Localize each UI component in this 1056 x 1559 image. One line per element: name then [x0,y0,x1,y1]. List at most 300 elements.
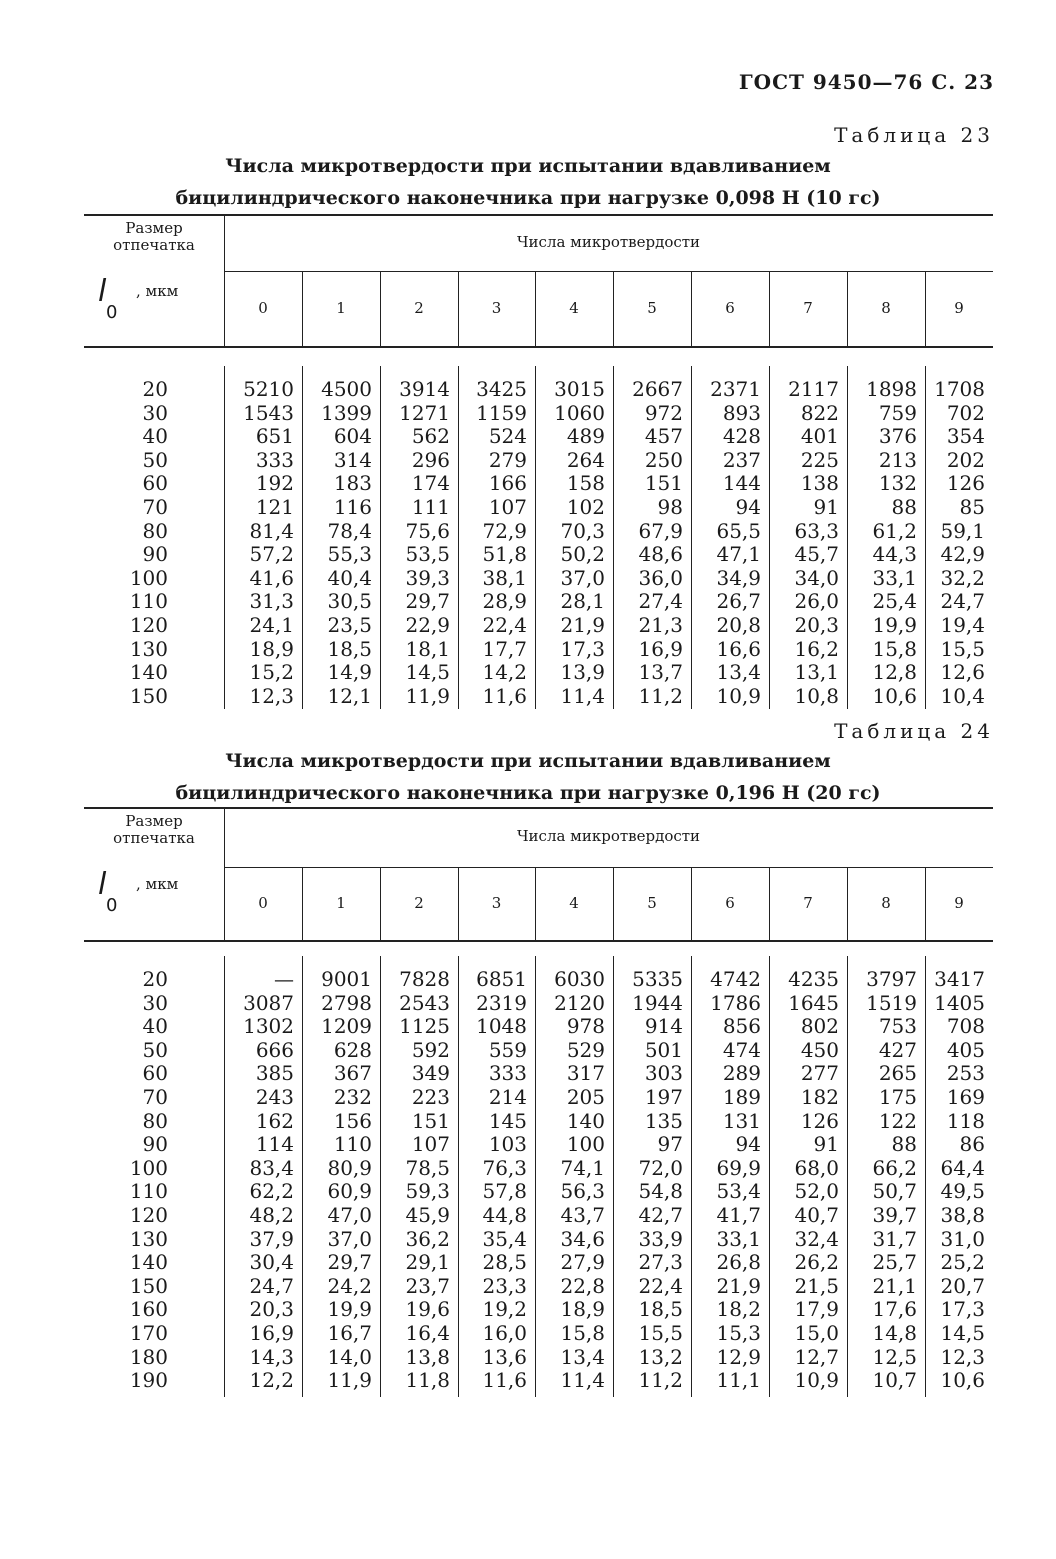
table-cell: 145 [488,1108,527,1133]
digit-header-0: 0 [258,298,268,317]
sub-header-rule [224,867,993,868]
table-cell: 22,4 [482,612,527,637]
digit-header-1: 1 [336,893,346,912]
table-cell: 138 [800,471,839,496]
size-value: 170 [129,1320,168,1345]
table-24-title-line1: Числа микротвердости при испытании вдавливанием [225,750,831,772]
table-cell: 11,6 [482,1368,527,1393]
size-value: 50 [142,447,168,472]
table-cell: 20,7 [940,1273,985,1298]
table-cell: 401 [800,424,839,449]
value-column-2 [380,968,450,1393]
size-unit: , мкм [136,875,179,893]
table-cell: 23,7 [405,1273,450,1298]
table-cell: 91 [813,494,839,519]
table-cell: 15,8 [872,636,917,661]
size-value: 140 [129,660,168,685]
table-cell: 450 [800,1037,839,1062]
table-cell: 57,2 [249,542,294,567]
table-cell: 74,1 [560,1155,605,1180]
table-cell: 978 [566,1014,605,1039]
digit-header-2: 2 [414,893,424,912]
table-cell: 24,2 [327,1273,372,1298]
table-cell: 78,5 [405,1155,450,1180]
table-cell: 43,7 [560,1202,605,1227]
value-column-9 [925,968,985,1393]
table-cell: 2667 [632,377,683,401]
table-24 [84,807,993,1397]
table-cell: 822 [800,400,839,425]
size-value: 90 [142,1132,168,1157]
size-value: 150 [129,1273,168,1298]
table-cell: 54,8 [638,1179,683,1204]
table-cell: 37,9 [249,1226,294,1251]
table-cell: 708 [946,1014,985,1039]
table-cell: 14,5 [405,660,450,685]
table-cell: 19,9 [872,612,917,637]
table-cell: 501 [644,1037,683,1062]
table-cell: 32,2 [940,565,985,590]
size-symbol: l [98,867,107,902]
table-cell: 39,3 [405,565,450,590]
table-cell: 69,9 [716,1155,761,1180]
table-cell: 132 [878,471,917,496]
table-cell: 376 [878,424,917,449]
table-cell: 16,2 [794,636,839,661]
value-column-2 [380,378,450,708]
table-cell: 385 [255,1061,294,1086]
table-cell: 14,8 [872,1320,917,1345]
table-cell: 314 [333,447,372,472]
table-cell: 3425 [476,377,527,401]
table-cell: 317 [566,1061,605,1086]
size-label-line1: Размер [125,219,183,237]
table-cell: 19,9 [327,1297,372,1322]
digit-header-4: 4 [569,298,579,317]
table-cell: 3914 [399,377,450,401]
table-cell: 50,7 [872,1179,917,1204]
table-cell: 102 [566,494,605,519]
value-column-9 [925,378,985,708]
table-cell: 604 [333,424,372,449]
table-cell: 16,9 [249,1320,294,1345]
table-cell: 33,9 [638,1226,683,1251]
table-cell: 4742 [710,967,761,991]
size-value: 80 [142,518,168,543]
table-cell: 22,4 [638,1273,683,1298]
value-column-4 [535,378,605,708]
table-cell: 24,7 [249,1273,294,1298]
table-cell: 81,4 [249,518,294,543]
size-value: 20 [142,377,168,401]
table-cell: 41,6 [249,565,294,590]
table-cell: 12,3 [940,1344,985,1369]
table-cell: 34,0 [794,565,839,590]
table-24-title [0,745,1056,809]
table-cell: 3087 [243,990,294,1015]
digit-header-5: 5 [647,298,657,317]
size-value: 40 [142,424,168,449]
header-rule [84,346,993,348]
table-cell: 524 [488,424,527,449]
sub-header-rule [224,271,993,272]
value-column-4 [535,968,605,1393]
size-value: 30 [142,400,168,425]
table-cell: 972 [644,400,683,425]
table-cell: 13,6 [482,1344,527,1369]
table-cell: 17,9 [794,1297,839,1322]
table-cell: 1944 [632,990,683,1015]
table-cell: 144 [722,471,761,496]
table-cell: 28,5 [482,1250,527,1275]
table-cell: 183 [333,471,372,496]
table-cell: 97 [657,1132,683,1157]
table-23-number: Таблица 23 [834,123,994,147]
size-label-line2: отпечатка [113,829,195,847]
table-cell: 333 [255,447,294,472]
size-value: 80 [142,1108,168,1133]
table-cell: 13,4 [716,660,761,685]
value-column-6 [691,378,761,708]
table-cell: 121 [255,494,294,519]
table-cell: 61,2 [872,518,917,543]
table-cell: 98 [657,494,683,519]
size-value: 180 [129,1344,168,1369]
table-cell: 1519 [866,990,917,1015]
table-cell: 457 [644,424,683,449]
table-cell: 27,3 [638,1250,683,1275]
table-cell: 51,8 [482,542,527,567]
table-cell: 11,8 [405,1368,450,1393]
table-cell: 13,8 [405,1344,450,1369]
table-cell: 111 [411,494,450,519]
table-cell: 16,6 [716,636,761,661]
table-cell: 18,9 [560,1297,605,1322]
table-cell: 9001 [321,967,372,991]
table-cell: 3015 [554,377,605,401]
table-cell: 17,6 [872,1297,917,1322]
table-cell: 367 [333,1061,372,1086]
table-cell: 15,8 [560,1320,605,1345]
top-rule [84,214,993,216]
table-cell: 32,4 [794,1226,839,1251]
value-column-8 [847,378,917,708]
table-cell: 27,9 [560,1250,605,1275]
table-23-title [0,150,1056,214]
table-cell: 11,4 [560,683,605,708]
table-cell: 11,9 [405,683,450,708]
table-cell: 36,0 [638,565,683,590]
table-cell: 427 [878,1037,917,1062]
table-cell: 18,5 [327,636,372,661]
table-cell: 12,5 [872,1344,917,1369]
table-cell: 126 [800,1108,839,1133]
table-cell: 13,1 [794,660,839,685]
value-column-0 [224,378,294,708]
value-column-8 [847,968,917,1393]
table-cell: 52,0 [794,1179,839,1204]
table-cell: 67,9 [638,518,683,543]
table-cell: 11,1 [716,1368,761,1393]
table-cell: 1302 [243,1014,294,1039]
table-cell: 296 [411,447,450,472]
table-cell: 529 [566,1037,605,1062]
table-cell: 11,2 [638,1368,683,1393]
table-cell: — [274,967,294,991]
table-cell: 48,2 [249,1202,294,1227]
table-24-number: Таблица 24 [834,719,994,743]
size-value: 110 [129,1179,168,1204]
table-cell: 38,1 [482,565,527,590]
size-value: 90 [142,542,168,567]
size-value: 30 [142,990,168,1015]
table-cell: 151 [411,1108,450,1133]
digit-header-9: 9 [954,893,964,912]
digit-header-2: 2 [414,298,424,317]
table-cell: 75,6 [405,518,450,543]
table-cell: 88 [891,494,917,519]
table-cell: 47,1 [716,542,761,567]
table-cell: 37,0 [327,1226,372,1251]
digit-header-9: 9 [954,298,964,317]
table-cell: 18,2 [716,1297,761,1322]
table-cell: 162 [255,1108,294,1133]
table-cell: 1209 [321,1014,372,1039]
table-23-title-line2: бицилиндрического наконечника при нагрузке 0,098 Н (10 гс) [175,187,881,209]
table-cell: 21,1 [872,1273,917,1298]
digit-header-4: 4 [569,893,579,912]
table-cell: 1125 [399,1014,450,1039]
table-cell: 753 [878,1014,917,1039]
table-cell: 12,8 [872,660,917,685]
table-cell: 2371 [710,377,761,401]
table-cell: 91 [813,1132,839,1157]
table-cell: 19,4 [940,612,985,637]
size-value: 120 [129,612,168,637]
table-cell: 11,4 [560,1368,605,1393]
table-cell: 45,9 [405,1202,450,1227]
table-cell: 16,0 [482,1320,527,1345]
table-cell: 243 [255,1084,294,1109]
size-value: 50 [142,1037,168,1062]
table-cell: 14,2 [482,660,527,685]
table-cell: 189 [722,1084,761,1109]
table-cell: 1405 [934,990,985,1015]
table-cell: 29,7 [405,589,450,614]
table-cell: 4500 [321,377,372,401]
table-24-title-line2: бицилиндрического наконечника при нагрузке 0,196 Н (20 гс) [175,782,881,804]
table-cell: 1786 [710,990,761,1015]
table-cell: 893 [722,400,761,425]
header-rule [84,940,993,942]
table-cell: 103 [488,1132,527,1157]
table-cell: 17,3 [560,636,605,661]
table-cell: 2798 [321,990,372,1015]
table-cell: 80,9 [327,1155,372,1180]
table-cell: 94 [735,494,761,519]
table-cell: 223 [411,1084,450,1109]
table-cell: 914 [644,1014,683,1039]
table-cell: 21,3 [638,612,683,637]
table-cell: 37,0 [560,565,605,590]
table-cell: 33,1 [716,1226,761,1251]
table-cell: 60,9 [327,1179,372,1204]
table-cell: 59,3 [405,1179,450,1204]
table-cell: 107 [488,494,527,519]
size-value: 120 [129,1202,168,1227]
table-cell: 72,0 [638,1155,683,1180]
table-cell: 72,9 [482,518,527,543]
table-cell: 131 [722,1108,761,1133]
table-cell: 474 [722,1037,761,1062]
table-cell: 126 [946,471,985,496]
size-column [84,378,168,708]
size-value: 140 [129,1250,168,1275]
table-cell: 175 [878,1084,917,1109]
table-cell: 15,2 [249,660,294,685]
table-cell: 70,3 [560,518,605,543]
size-value: 60 [142,471,168,496]
table-cell: 10,7 [872,1368,917,1393]
table-cell: 250 [644,447,683,472]
table-cell: 1060 [554,400,605,425]
table-cell: 14,0 [327,1344,372,1369]
table-cell: 2120 [554,990,605,1015]
table-cell: 1048 [476,1014,527,1039]
table-cell: 21,9 [560,612,605,637]
table-cell: 53,4 [716,1179,761,1204]
table-cell: 12,1 [327,683,372,708]
table-cell: 14,5 [940,1320,985,1345]
table-cell: 169 [946,1084,985,1109]
table-cell: 22,8 [560,1273,605,1298]
digit-header-8: 8 [881,893,891,912]
table-cell: 47,0 [327,1202,372,1227]
table-cell: 26,0 [794,589,839,614]
table-cell: 702 [946,400,985,425]
table-cell: 65,5 [716,518,761,543]
table-cell: 116 [333,494,372,519]
table-cell: 114 [255,1132,294,1157]
table-cell: 192 [255,471,294,496]
size-unit: , мкм [136,282,179,300]
table-cell: 24,1 [249,612,294,637]
table-cell: 279 [488,447,527,472]
hardness-header: Числа микротвердости [516,232,701,251]
table-cell: 10,4 [940,683,985,708]
table-cell: 56,3 [560,1179,605,1204]
table-cell: 17,3 [940,1297,985,1322]
table-cell: 6030 [554,967,605,991]
table-cell: 30,4 [249,1250,294,1275]
table-cell: 1399 [321,400,372,425]
table-cell: 34,9 [716,565,761,590]
size-subscript: 0 [106,895,118,916]
table-cell: 31,7 [872,1226,917,1251]
table-cell: 15,5 [638,1320,683,1345]
table-cell: 10,9 [794,1368,839,1393]
table-cell: 21,9 [716,1273,761,1298]
table-cell: 78,4 [327,518,372,543]
table-cell: 253 [946,1061,985,1086]
table-cell: 202 [946,447,985,472]
table-cell: 2319 [476,990,527,1015]
table-cell: 64,4 [940,1155,985,1180]
table-cell: 63,3 [794,518,839,543]
table-cell: 151 [644,471,683,496]
size-value: 60 [142,1061,168,1086]
digit-header-6: 6 [725,893,735,912]
size-value: 100 [129,1155,168,1180]
table-cell: 29,1 [405,1250,450,1275]
table-cell: 48,6 [638,542,683,567]
table-cell: 12,7 [794,1344,839,1369]
table-cell: 16,7 [327,1320,372,1345]
table-cell: 1159 [476,400,527,425]
table-cell: 21,5 [794,1273,839,1298]
table-cell: 18,1 [405,636,450,661]
table-cell: 1645 [788,990,839,1015]
table-cell: 12,3 [249,683,294,708]
table-cell: 592 [411,1037,450,1062]
table-cell: 66,2 [872,1155,917,1180]
table-cell: 24,7 [940,589,985,614]
table-cell: 23,5 [327,612,372,637]
table-cell: 213 [878,447,917,472]
table-cell: 100 [566,1132,605,1157]
table-cell: 110 [333,1132,372,1157]
table-cell: 10,6 [940,1368,985,1393]
size-column [84,968,168,1393]
table-cell: 88 [891,1132,917,1157]
table-cell: 14,9 [327,660,372,685]
size-subscript: 0 [106,302,118,323]
table-cell: 34,6 [560,1226,605,1251]
size-value: 20 [142,967,168,991]
table-cell: 57,8 [482,1179,527,1204]
table-cell: 1271 [399,400,450,425]
table-cell: 277 [800,1061,839,1086]
table-cell: 628 [333,1037,372,1062]
table-cell: 33,1 [872,565,917,590]
table-cell: 13,2 [638,1344,683,1369]
digit-header-5: 5 [647,893,657,912]
table-cell: 489 [566,424,605,449]
table-cell: 12,2 [249,1368,294,1393]
table-cell: 83,4 [249,1155,294,1180]
digit-header-7: 7 [803,893,813,912]
table-cell: 62,2 [249,1179,294,1204]
table-cell: 26,2 [794,1250,839,1275]
table-cell: 59,1 [940,518,985,543]
table-cell: 38,8 [940,1202,985,1227]
table-cell: 802 [800,1014,839,1039]
table-cell: 19,6 [405,1297,450,1322]
table-cell: 107 [411,1132,450,1157]
table-cell: 22,9 [405,612,450,637]
digit-header-8: 8 [881,298,891,317]
table-cell: 135 [644,1108,683,1133]
table-cell: 5335 [632,967,683,991]
value-column-3 [458,378,527,708]
table-cell: 197 [644,1084,683,1109]
table-cell: 158 [566,471,605,496]
table-cell: 156 [333,1108,372,1133]
table-cell: 30,5 [327,589,372,614]
table-cell: 7828 [399,967,450,991]
table-cell: 11,2 [638,683,683,708]
table-cell: 20,3 [794,612,839,637]
